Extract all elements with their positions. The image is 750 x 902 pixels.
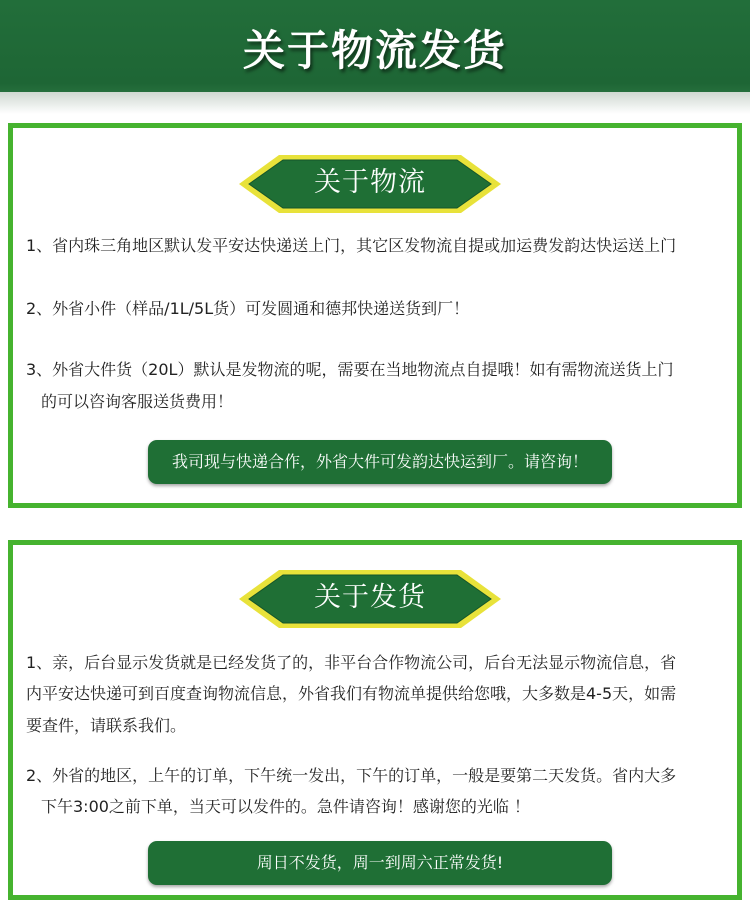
shipping-item-1-line-3: 要查件，请联系我们。	[26, 716, 187, 735]
logistics-panel	[8, 123, 742, 508]
shipping-item-1-line-2: 内平安达快递可到百度查询物流信息，外省我们有物流单提供给您哦，大多数是4-5天，如需	[26, 684, 677, 703]
shipping-notice: 周日不发货，周一到周六正常发货!	[148, 841, 612, 885]
logistics-item-3-line-1: 3、外省大件货（20L）默认是发物流的呢，需要在当地物流点自提哦！如有需物流送货上门	[26, 360, 674, 379]
shipping-item-1-line-1: 1、亲，后台显示发货就是已经发货了的，非平台合作物流公司，后台无法显示物流信息，省	[26, 653, 677, 672]
shipping-heading: 关于发货	[314, 582, 426, 613]
logistics-heading-ribbon	[239, 155, 501, 213]
shipping-panel	[8, 540, 742, 900]
shipping-item-2-line-2: 下午3:00之前下单，当天可以发件的。急件请咨询！感谢您的光临 ！	[41, 797, 531, 816]
logistics-item-3-line-2: 的可以咨询客服送货费用！	[41, 392, 234, 411]
logistics-notice: 我司现与快递合作，外省大件可发韵达快运到厂。请咨询！	[148, 440, 612, 484]
header-banner-shadow	[0, 92, 750, 114]
page-title: 关于物流发货	[242, 26, 507, 75]
logistics-item-1: 1、省内珠三角地区默认发平安达快递送上门，其它区发物流自提或加运费发韵达快运送上门	[26, 236, 677, 255]
shipping-heading-ribbon	[239, 570, 501, 628]
logistics-heading: 关于物流	[314, 167, 426, 198]
logistics-item-2: 2、外省小件（样品/1L/5L货）可发圆通和德邦快递送货到厂！	[26, 299, 470, 318]
shipping-item-2-line-1: 2、外省的地区，上午的订单，下午统一发出，下午的订单，一般是要第二天发货。省内大多	[26, 766, 677, 785]
